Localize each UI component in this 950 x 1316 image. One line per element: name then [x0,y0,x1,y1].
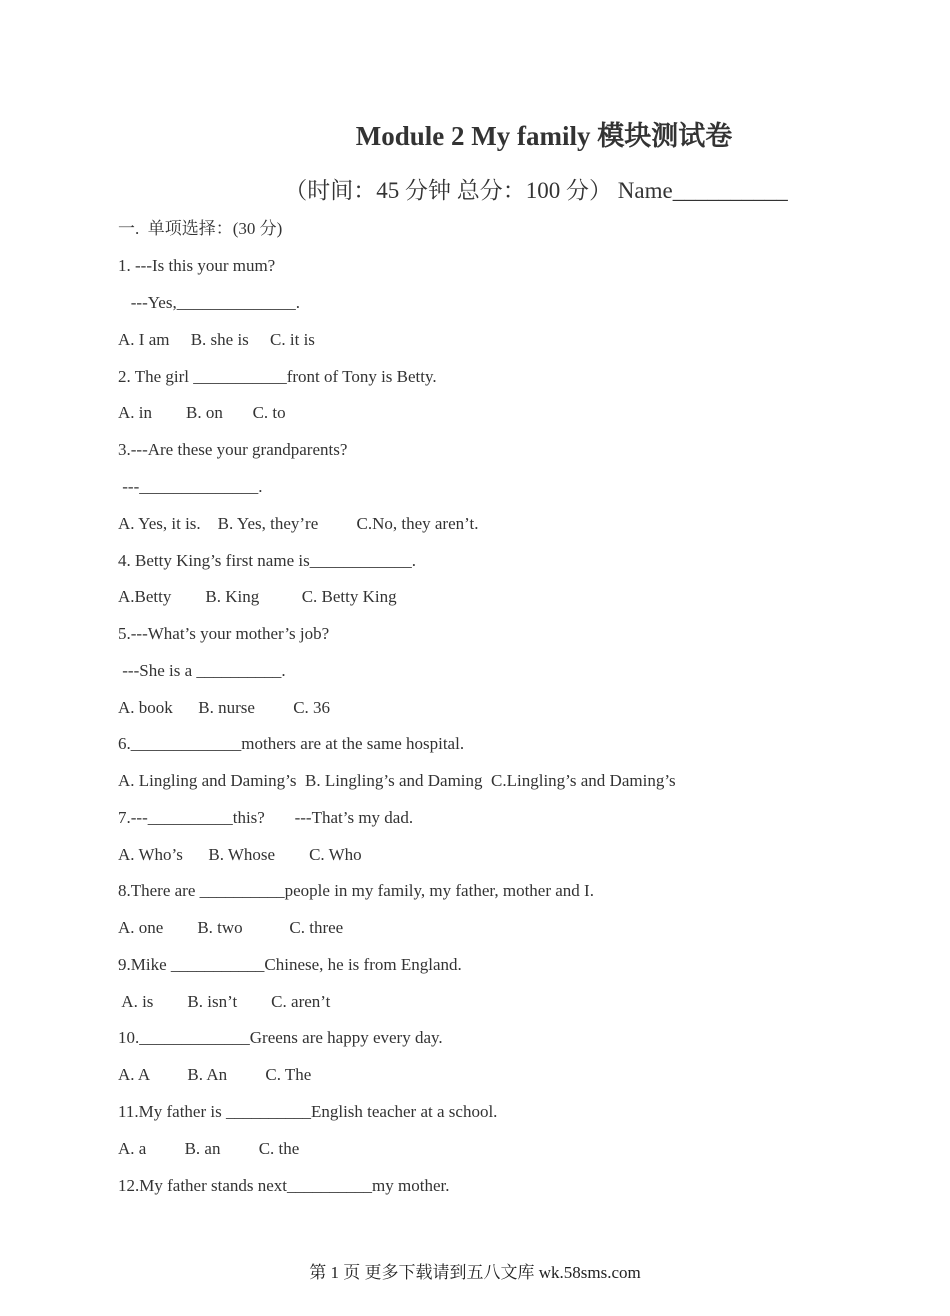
question-10-options: A. A B. An C. The [118,1065,312,1084]
question-4-options: A.Betty B. King C. Betty King [118,587,397,606]
question-11: 11.My father is __________English teacher at a school. [118,1102,498,1121]
question-7: 7.---__________this? ---That’s my dad. [118,808,414,827]
question-3: 3.---Are these your grandparents? [118,440,348,459]
question-11-options: A. a B. an C. the [118,1139,300,1158]
question-1: 1. ---Is this your mum? [118,256,276,275]
page-title: Module 2 My family 模块测试卷 [355,121,733,151]
question-9-options: A. is B. isn’t C. aren’t [118,992,331,1011]
question-1-answer: ---Yes,______________. [118,293,300,312]
question-10: 10._____________Greens are happy every day. [118,1028,443,1047]
page-footer: 第 1 页 更多下载请到五八文库 wk.58sms.com [309,1263,641,1282]
question-2: 2. The girl ___________front of Tony is Betty. [118,367,437,386]
question-5: 5.---What’s your mother’s job? [118,624,330,643]
page-subtitle: （时间：45 分钟 总分：100 分） Name__________ [284,178,788,203]
question-5-answer: ---She is a __________. [118,661,286,680]
question-3-options: A. Yes, it is. B. Yes, they’re C.No, they aren’t. [118,514,479,533]
question-7-options: A. Who’s B. Whose C. Who [118,845,362,864]
question-6: 6._____________mothers are at the same hospital. [118,734,465,753]
question-8-options: A. one B. two C. three [118,918,344,937]
question-1-options: A. I am B. she is C. it is [118,330,315,349]
question-8: 8.There are __________people in my family, my father, mother and I. [118,881,594,900]
section-heading: 一. 单项选择：(30 分) [118,219,283,238]
question-9: 9.Mike ___________Chinese, he is from England. [118,955,462,974]
question-4: 4. Betty King’s first name is____________. [118,551,416,570]
question-3-answer: ---______________. [118,477,263,496]
question-2-options: A. in B. on C. to [118,403,286,422]
question-5-options: A. book B. nurse C. 36 [118,698,331,717]
question-6-options: A. Lingling and Daming’s B. Lingling’s and Daming C.Lingling’s and Daming’s [118,771,676,790]
question-12: 12.My father stands next__________my mother. [118,1176,450,1195]
